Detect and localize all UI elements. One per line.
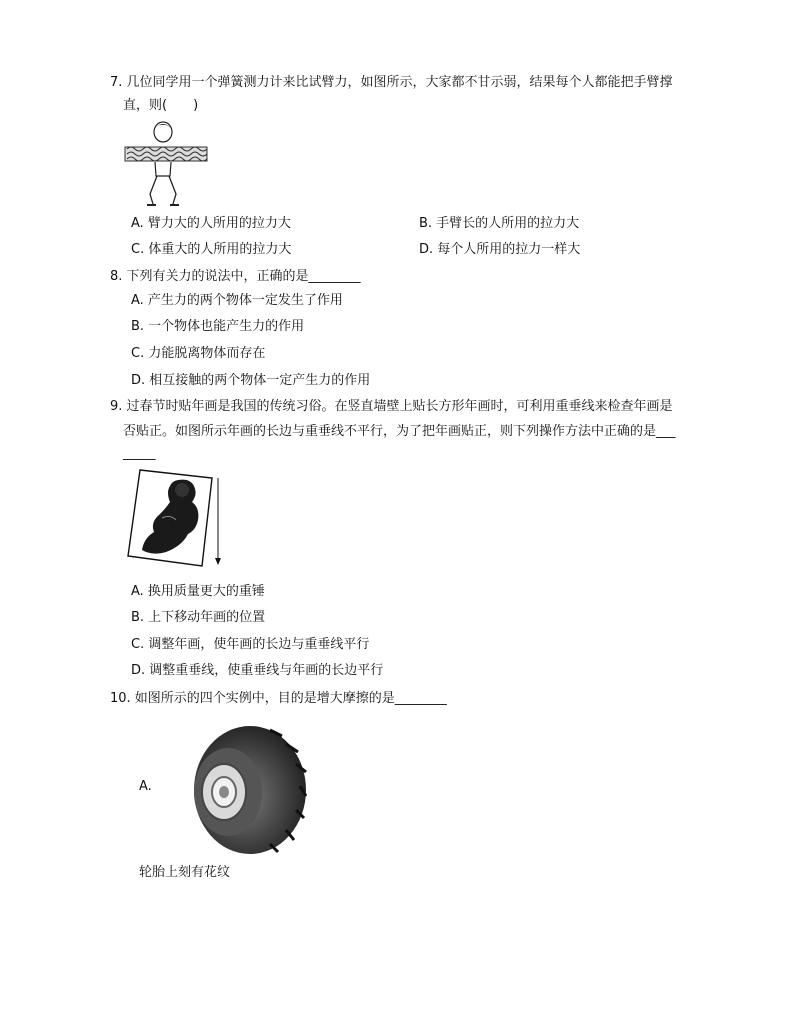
q7-figure-svg bbox=[123, 118, 209, 210]
q10-figure-svg bbox=[178, 722, 308, 858]
q9-option-d: D. 调整重垂线，使重垂线与年画的长边平行 bbox=[131, 663, 384, 678]
q8-stem: 8. 下列有关力的说法中，正确的是________ bbox=[110, 269, 361, 284]
q9-stem-line1: 9. 过春节时贴年画是我国的传统习俗。在竖直墙壁上贴长方形年画时，可利用重垂线来检查年画是 bbox=[110, 399, 673, 414]
q10-stem: 10. 如图所示的四个实例中，目的是增大摩擦的是________ bbox=[110, 691, 447, 706]
q7-option-c: C. 体重大的人所用的拉力大 bbox=[131, 242, 292, 257]
q9-figure-svg bbox=[126, 468, 226, 568]
q7-option-d: D. 每个人所用的拉力一样大 bbox=[419, 242, 581, 257]
q8-option-b: B. 一个物体也能产生力的作用 bbox=[131, 319, 305, 334]
q9-figure-new-year-painting bbox=[126, 468, 226, 568]
q9-stem-line2: 否贴正。如图所示年画的长边与重垂线不平行，为了把年画贴正，则下列操作方法中正确的是___ bbox=[123, 424, 676, 439]
q8-option-d: D. 相互接触的两个物体一定产生力的作用 bbox=[131, 373, 371, 388]
q9-option-b: B. 上下移动年画的位置 bbox=[131, 610, 266, 625]
q7-stem-line2: 直，则( ) bbox=[123, 98, 199, 113]
q7-option-b: B. 手臂长的人所用的拉力大 bbox=[419, 216, 580, 231]
q7-stem-line1: 7. 几位同学用一个弹簧测力计来比试臂力，如图所示，大家都不甘示弱，结果每个人都能把手臂撑 bbox=[110, 75, 673, 90]
q7-option-a: A. 臂力大的人所用的拉力大 bbox=[131, 216, 291, 231]
q10-option-a-letter: A. bbox=[139, 779, 152, 794]
q10-figure-tire bbox=[178, 722, 308, 858]
q7-figure-spring-scale-person bbox=[123, 118, 209, 210]
q10-option-a-caption: 轮胎上刻有花纹 bbox=[139, 865, 231, 880]
q8-option-a: A. 产生力的两个物体一定发生了作用 bbox=[131, 293, 343, 308]
q9-stem-line3: _____ bbox=[123, 446, 156, 461]
q9-option-a: A. 换用质量更大的重锤 bbox=[131, 584, 265, 599]
q8-option-c: C. 力能脱离物体而存在 bbox=[131, 346, 266, 361]
q9-option-c: C. 调整年画，使年画的长边与重垂线平行 bbox=[131, 637, 370, 652]
